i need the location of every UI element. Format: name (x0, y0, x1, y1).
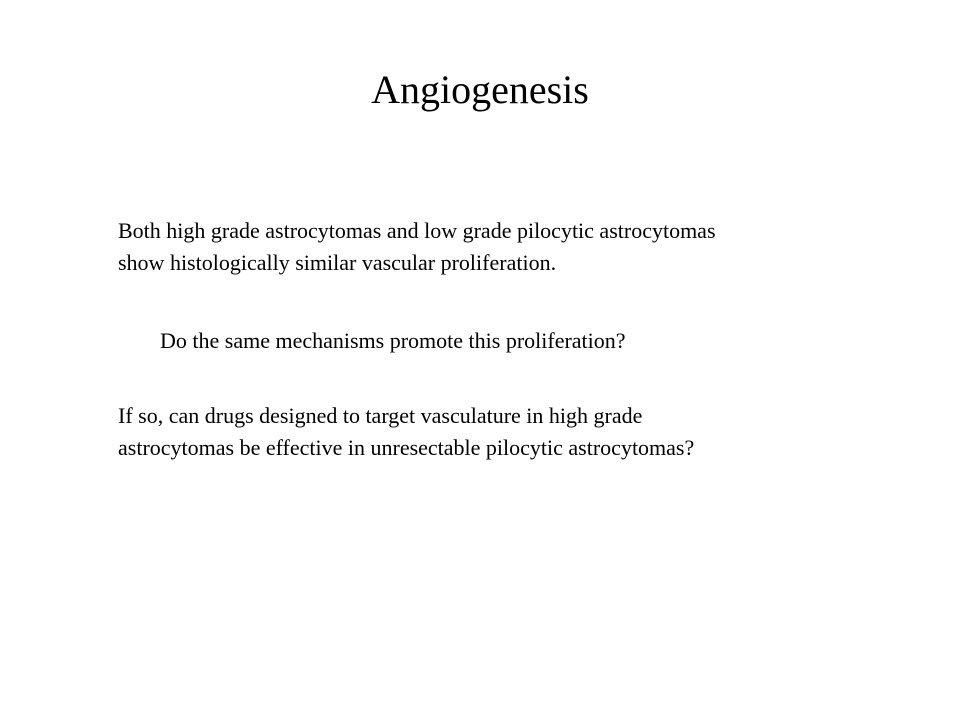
paragraph-drugs-question (118, 400, 694, 464)
paragraph-line: Do the same mechanisms promote this proliferation? (160, 328, 626, 353)
paragraph-line: show histologically similar vascular proliferation. (118, 250, 557, 275)
slide-title: Angiogenesis (371, 67, 589, 112)
paragraph-line: If so, can drugs designed to target vasculature in high grade (118, 403, 643, 428)
paragraph-mechanisms-question (160, 325, 626, 357)
paragraph-vascular-proliferation (118, 215, 716, 279)
paragraph-line: astrocytomas be effective in unresectable pilocytic astrocytomas? (118, 435, 695, 460)
paragraph-line: Both high grade astrocytomas and low grade pilocytic astrocytomas (118, 218, 716, 243)
